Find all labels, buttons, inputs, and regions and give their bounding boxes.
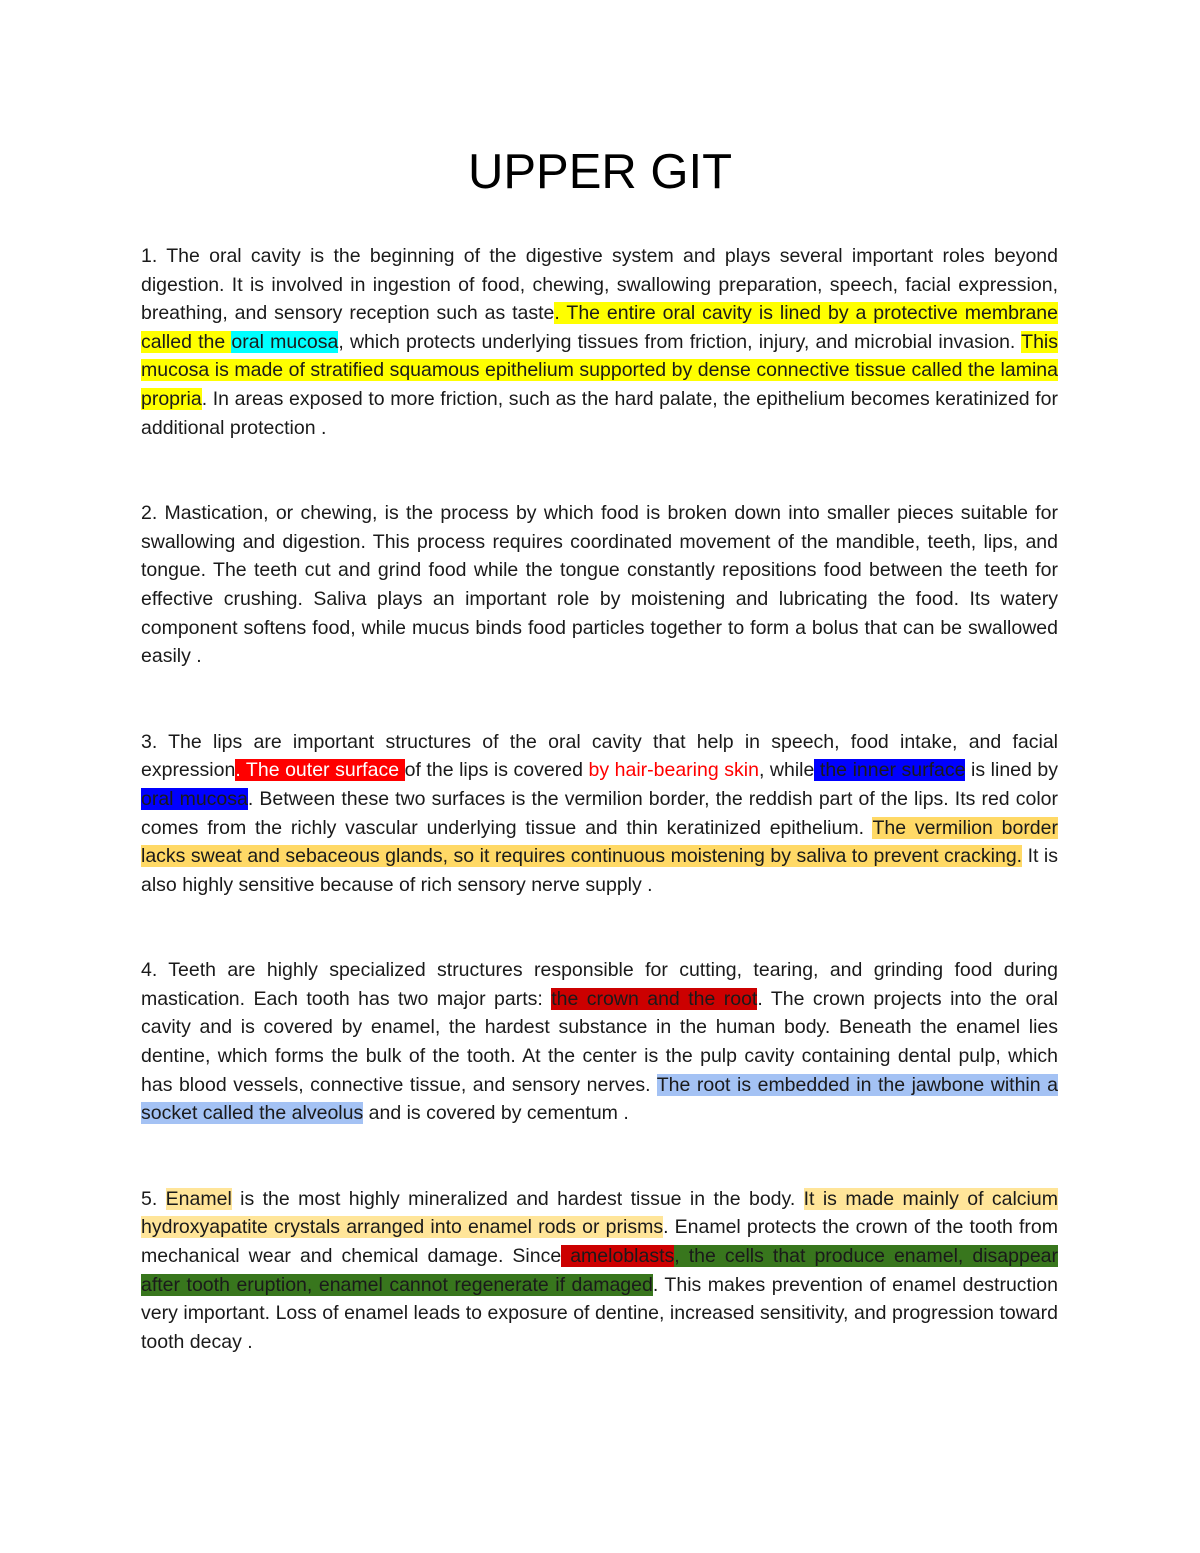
highlighted-text: . The entire oral cavity is lined by a protective membrane called the xyxy=(141,302,1058,353)
highlighted-text: ameloblasts xyxy=(561,1245,675,1268)
highlighted-text: the inner surface xyxy=(814,759,966,782)
highlighted-text: the crown and the root xyxy=(551,987,758,1010)
paragraph-text: 3. The lips are important structures of the oral cavity that help in speech, food intake, and facial expression xyxy=(141,730,1058,782)
paragraph-text: of the lips is covered xyxy=(404,759,589,782)
paragraph-text: . The crown projects into the oral cavity and is covered by enamel, the hardest substance in the human body. Beneath the enamel lies dentine, which forms the bulk of the tooth. At the center is the pulp cavity containing dental pulp, which has blood vessels, connective tissue, and sensory nerves. xyxy=(141,987,1059,1096)
paragraph-text: . Enamel protects the crown of the tooth from mechanical wear and chemical damage. Since xyxy=(141,1216,1058,1268)
document-title: UPPER GIT xyxy=(467,145,733,199)
paragraph-text: 4. Teeth are highly specialized structures responsible for cutting, tearing, and grinding food during mastication. Each tooth has two major parts: xyxy=(141,959,1058,1010)
paragraph-text: is lined by xyxy=(965,759,1058,782)
paragraph-text: . Between these two surfaces is the vermilion border, the reddish part of the lips. Its red color comes from the richly vascular underlying tissue and thin keratinized epithelium. xyxy=(141,787,1058,839)
document-body xyxy=(141,242,1058,1413)
paragraph-text: , which protects underlying tissues from friction, injury, and microbial invasion. xyxy=(338,330,1022,353)
paragraph-text: 5. xyxy=(141,1187,166,1210)
highlighted-text: This mucosa is made of stratified squamous epithelium supported by dense connective tissue called the lamina propria xyxy=(141,330,1058,410)
paragraph-1 xyxy=(141,242,1058,442)
highlighted-text: , the cells that produce enamel, disappear after tooth eruption, enamel cannot regenerate if damaged xyxy=(141,1245,1058,1296)
paragraph-4 xyxy=(141,956,1058,1128)
paragraph-text: 2. Mastication, or chewing, is the process by which food is broken down into smaller pieces suitable for swallowing and digestion. This process requires coordinated movement of the mandible, teeth, lips, and tongue. The teeth cut and grind food while the tongue constantly repositions food between the teeth for effective crushing. Saliva plays an important role by moistening and lubricating the food. Its watery component softens food, while mucus binds food particles together to form a bolus that can be swallowed easily . xyxy=(141,502,1058,668)
highlighted-text: Enamel xyxy=(165,1187,232,1210)
paragraph-text: It is also highly sensitive because of rich sensory nerve supply . xyxy=(141,845,1058,896)
paragraph-text: . This makes prevention of enamel destruction very important. Loss of enamel leads to exposure of dentine, increased sensitivity, and progression toward tooth decay . xyxy=(141,1273,1058,1353)
highlighted-text: oral mucosa xyxy=(141,787,248,810)
paragraph-5 xyxy=(141,1185,1058,1357)
paragraph-2 xyxy=(141,499,1058,671)
highlighted-text: . The outer surface xyxy=(235,759,405,782)
paragraph-text: and is covered by cementum . xyxy=(363,1102,629,1125)
paragraph-text: is the most highly mineralized and hardest tissue in the body. xyxy=(231,1187,804,1210)
highlighted-text: The vermilion border lacks sweat and sebaceous glands, so it requires continuous moistening by saliva to prevent cracking. xyxy=(141,816,1058,868)
highlighted-text: The root is embedded in the jawbone within a socket called the alveolus xyxy=(141,1073,1058,1125)
paragraph-text: , while xyxy=(758,759,815,782)
highlighted-text: by hair-bearing skin xyxy=(588,759,759,782)
highlighted-text: It is made mainly of calcium hydroxyapatite crystals arranged into enamel rods or prisms xyxy=(141,1187,1058,1239)
paragraph-text: 1. The oral cavity is the beginning of the digestive system and plays several important roles beyond digestion. It is involved in ingestion of food, chewing, swallowing preparation, speech, facial expression, breathing, and sensory reception such as taste xyxy=(141,245,1058,325)
paragraph-text: . In areas exposed to more friction, such as the hard palate, the epithelium becomes keratinized for additional protection . xyxy=(141,387,1058,439)
highlighted-text: oral mucosa xyxy=(231,330,339,353)
paragraph-3 xyxy=(141,728,1058,900)
